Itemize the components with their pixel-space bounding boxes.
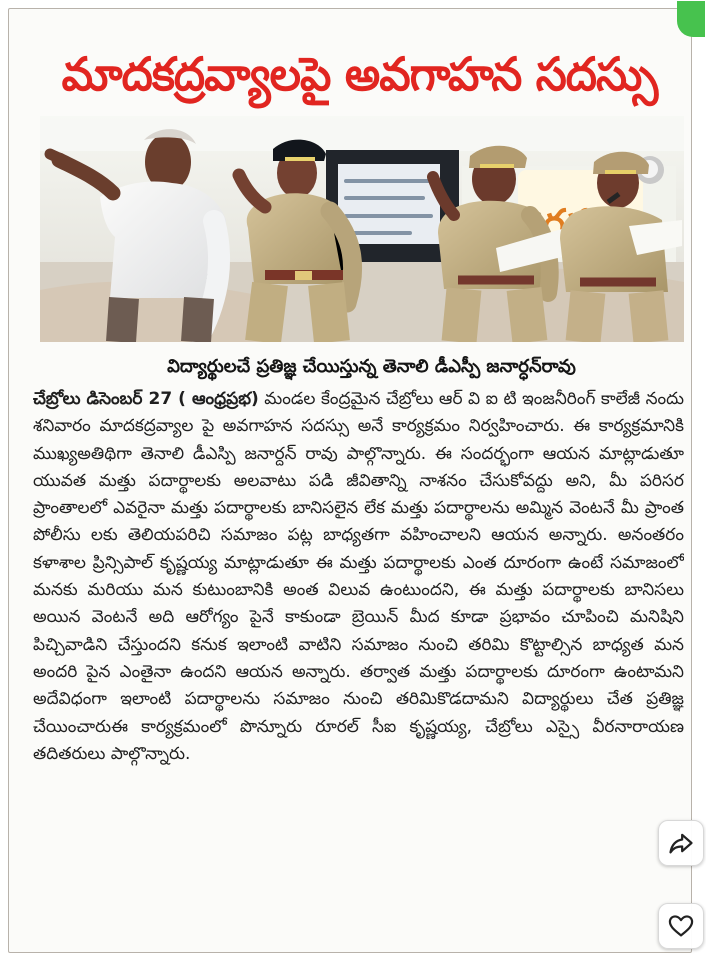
news-clipping <box>8 8 692 953</box>
article-headline: మాదకద్రవ్యాలపై అవగాహన సదస్సు <box>61 47 658 101</box>
green-corner-tab <box>677 1 705 37</box>
like-button[interactable] <box>658 903 704 949</box>
event-photo <box>40 116 684 342</box>
article-body <box>33 386 684 951</box>
side-actions <box>656 815 704 961</box>
article-text: మండల కేంద్రమైన చేబ్రోలు ఆర్ వి ఐ టి ఇంజనీరింగ్ కాలేజీ నందు శనివారం మాదకద్రవ్యాల పై అవగాహన సదస్సు అనే కార్యక్రమం నిర్వహించారు. ఈ కార్యక్రమానికి ముఖ్యఅతిథిగా తెనాలి డీఎస్పి జనార్దన్ రావు పాల్గొన్నారు. ఈ సందర్భంగా ఆయన మాట్లాడుతూ యువత మత్తు పదార్థాలకు అలవాటు పడి జీవితాన్ని నాశనం చేసుకోవద్దు అని, మీ పరిసర ప్రాంతాలలో ఎవరైనా మత్తు పదార్థాలకు బానిసలైన లేక మత్తు పదార్థాలను అమ్మిన వెంటనే మీ ప్రాంత పోలీసు లకు తెలియపరిచి సమాజం పట్ల బాధ్యతగా వహించాలని ఆయన అన్నారు. అనంతరం కళాశాల ప్రిన్సిపాల్ కృష్ణయ్య మాట్లాడుతూ ఈ మత్తు పదార్థాలకు ఎంత దూరంగా ఉంటే సమాజంలో మనకు మరియు మన కుటుంబానికి అంత విలువ ఉంటుందని, ఈ మత్తు పదార్థాలకు బానిసలు అయిన వెంటనే అది ఆరోగ్యం పైనే కాకుండా బ్రెయిన్ మీద కూడా ప్రభావం చూపించి మనిషిని పిచ్చివాడిని చేస్తుందని కనుక ఇలాంటి వాటిని సమాజం నుంచి తరిమి కొట్టాల్సిన బాధ్యత మన అందరి పైన ఎంతైనా ఉందని ఆయన అన్నారు. తర్వాత మత్తు పదార్థాలకు దూరంగా ఉంటామని అదేవిధంగా ఇలాంటి పదార్థాలను సమాజం నుంచి తరిమికొడదామని విద్యార్థులు చేత ప్రతిజ్ఞ చేయించారుఈ కార్యక్రమంలో పొన్నూరు రూరల్ సీఐ కృష్ణయ్య, చేబ్రోలు ఎస్సై వీరనారాయణ తదితరులు పాల్గొన్నారు. <box>33 389 684 764</box>
event-photo-illustration <box>40 116 684 342</box>
share-icon <box>667 829 695 857</box>
article-dateline: చేబ్రోలు డిసెంబర్ 27 ( ఆంధ్రప్రభ) <box>33 389 259 409</box>
heart-icon <box>667 912 695 940</box>
share-button[interactable] <box>658 820 704 866</box>
photo-caption: విద్యార్థులచే ప్రతిజ్ఞ చేయిస్తున్న తెనాలి డీఎస్పీ జనార్ధన్‌రావు <box>167 356 576 377</box>
